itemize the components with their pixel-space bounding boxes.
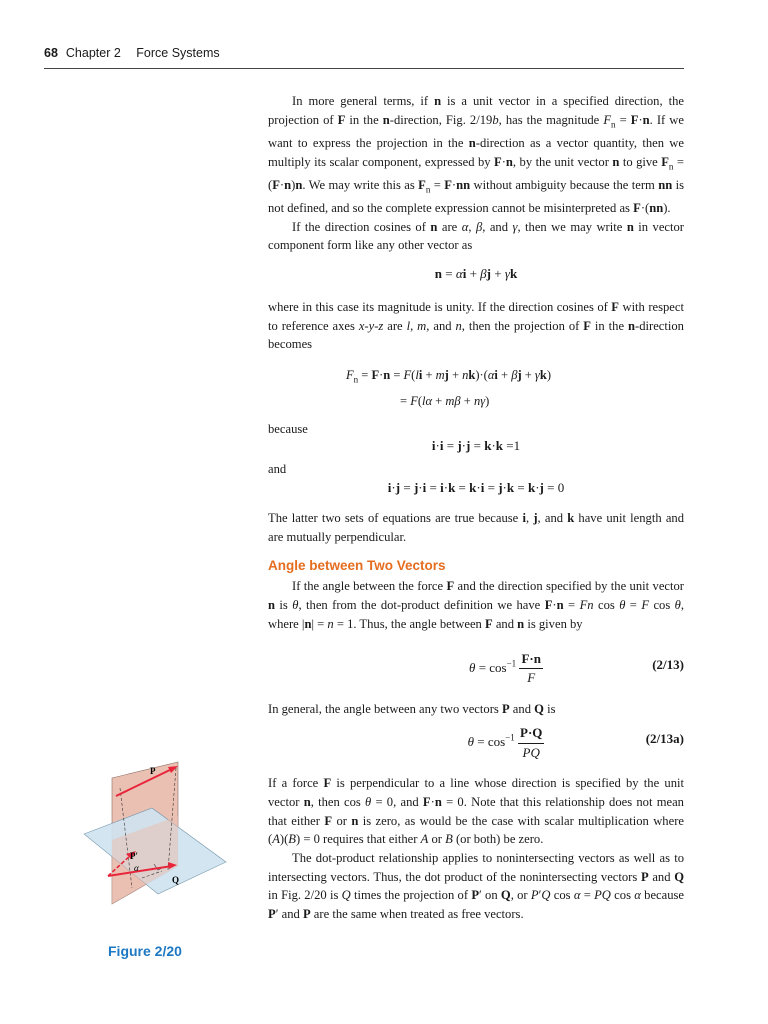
figure-caption: Figure 2/20 [108,943,182,959]
chapter-title: Force Systems [136,46,220,60]
paragraph-1: In more general terms, if n is a unit vector in a specified direction, the projection of F in the n-direction, Fig. 2/19b, has the magnitude $F_n = F\cdot n$. If we want to express the projection in the n-direction as a vector quantity, then we multiply its scalar component, expressed by F·n, by the unit vector n to give $F_n = (F\cdot n)n$. We may write this as $F_n = F\cdot nn$ without ambiguity because the term nn is not defined, and so the complete expression cannot be misinterpreted as F·(nn). [268,94,684,216]
equation-fn: $F_n = F\cdot n = F(li$ + mj + nk)·(αi + βj + γk) = F(lα + mβ + nγ) [346,367,551,409]
label-alpha: α [134,863,139,873]
section-title: Angle between Two Vectors [268,557,446,573]
text-because: because [268,422,308,437]
equation-number-2-13a: (2/13a) [645,731,684,747]
paragraph-6: In general, the angle between any two vectors P and Q is [268,701,556,716]
equation-2-13a: $\theta = \cos^{-1}$ $\frac{P\cdot Q}{PQ}$ (2/13a) [467,725,684,760]
paragraph-3: where in this case its magnitude is unity. If the direction cosines of F with respect to reference axes x-y-z are l, m, and n, then the projection of F in the n-direction becomes [268,299,684,352]
figure-2-20 [82,758,228,908]
equation-n: n = αi + βj + γk [434,266,518,282]
equation-ii: i·i = j·j = k·k =1 [431,438,521,454]
paragraph-4: The latter two sets of equations are true because i, j, and k have unit length and are mutually perpendicular. [268,511,684,544]
label-p: P [150,766,156,776]
vector-planes-diagram [82,758,228,908]
page-number: 68 [44,46,58,60]
label-q: Q [172,875,180,885]
equation-number-2-13: (2/13) [652,656,684,672]
equation-ij: i·j = j·i = i·k = k·i = j·k = k·j = 0 [387,479,565,495]
text-and: and [268,461,287,476]
paragraph-7: If a force F is perpendicular to a line whose direction is specified by the unit vector n, then cos θ = 0, and F·n = 0. Note that this relationship does not mean that either F or n is zero, as would be the case with scalar multiplication where (A)(B) = 0 requires that either A or B (or both) be zero. [268,776,684,847]
label-p-prime: P′ [130,851,139,861]
equation-2-13: $\theta = \cos^{-1}$ $\frac{F\cdot n}{F}$ (2/13) [469,650,684,686]
paragraph-5: If the angle between the force F and the direction specified by the unit vector n is θ, then from the dot-product definition we have F·n = Fn cos θ = F cos θ, where |n| = n = 1. Thus, the angle between F and n is given by [268,579,684,631]
main-text [268,92,684,924]
page-header [44,46,684,69]
chapter-label: Chapter 2 [65,46,121,60]
paragraph-2: If the direction cosines of n are α, β, and γ, then we may write n in vector component form like any other vector as [268,219,685,253]
paragraph-8: The dot-product relationship applies to nonintersecting vectors as well as to intersecting vectors. Thus, the dot product of the nonintersecting vectors P and Q in Fig. 2/20 is Q times the projection of P′ on Q, or P′Q cos α = PQ cos α because P′ and P are the same when treated as free vectors. [268,851,684,922]
